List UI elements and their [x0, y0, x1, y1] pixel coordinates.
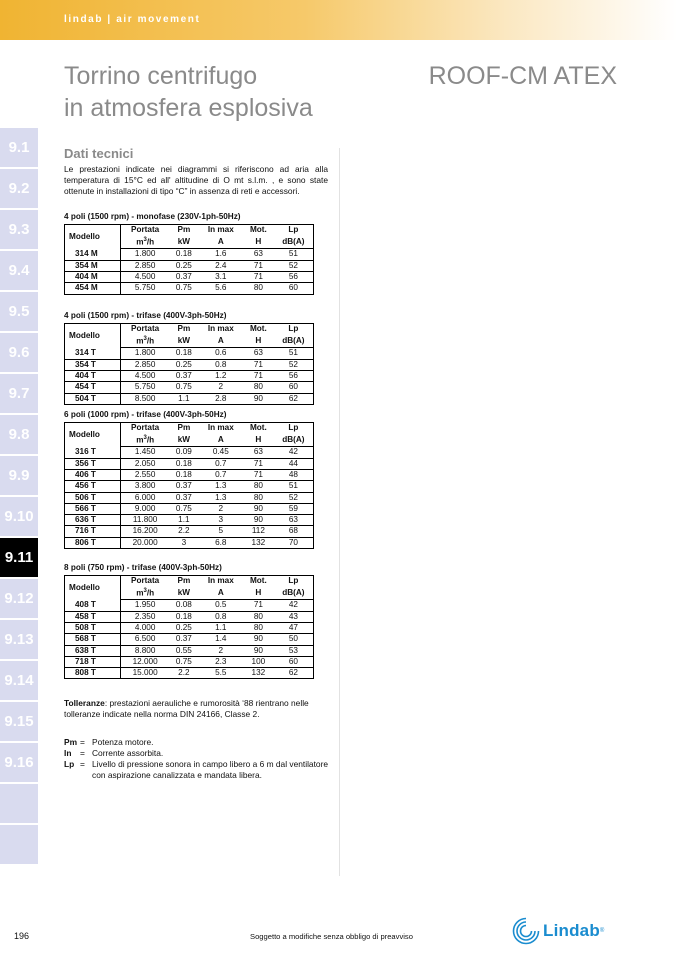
table-row — [65, 526, 314, 537]
value-cell: 2.550 — [121, 469, 169, 480]
header-cell: Pm — [169, 324, 199, 335]
tab-9.11[interactable]: 9.11 — [0, 538, 38, 577]
table-row — [65, 260, 314, 271]
value-cell: 52 — [274, 260, 314, 271]
value-cell: 42 — [274, 600, 314, 611]
value-cell: 2.850 — [121, 359, 169, 370]
legend-key: In — [64, 748, 72, 758]
unit-portata — [121, 586, 169, 600]
value-cell: 3 — [169, 537, 199, 548]
unit-portata-base: m — [136, 436, 144, 446]
value-cell: 0.5 — [199, 600, 243, 611]
value-cell: 2.2 — [169, 526, 199, 537]
model-cell: 504 T — [65, 393, 121, 404]
unit-portata-tail: /h — [146, 238, 155, 248]
tab-blank-16[interactable] — [0, 784, 38, 823]
header-cell: Mot. — [243, 225, 274, 236]
table-row — [65, 393, 314, 404]
value-cell: 0.75 — [169, 283, 199, 294]
table-row — [65, 515, 314, 526]
unit-portata-sup: 3 — [143, 588, 147, 595]
value-cell: 63 — [274, 515, 314, 526]
unit-cell: A — [199, 433, 243, 447]
unit-cell: kW — [169, 235, 199, 249]
model-cell: 458 T — [65, 611, 121, 622]
legend-equals: = — [80, 748, 85, 758]
value-cell: 62 — [274, 668, 314, 679]
tab-9.9[interactable]: 9.9 — [0, 456, 38, 495]
table-row — [65, 668, 314, 679]
table-row — [65, 249, 314, 260]
value-cell: 6.000 — [121, 492, 169, 503]
value-cell: 15.000 — [121, 668, 169, 679]
value-cell: 71 — [243, 458, 274, 469]
table-caption: 6 poli (1000 rpm) - trifase (400V-3ph-50Hz) — [64, 410, 227, 419]
unit-cell: dB(A) — [274, 334, 314, 348]
page-title-line2: in atmosfera esplosiva — [64, 94, 313, 122]
header-cell: Pm — [169, 423, 199, 434]
table-row — [65, 537, 314, 548]
page-title-line1: Torrino centrifugo — [64, 62, 258, 90]
value-cell: 0.09 — [169, 447, 199, 458]
model-cell: 566 T — [65, 503, 121, 514]
value-cell: 60 — [274, 382, 314, 393]
tolerances-note — [64, 698, 332, 720]
value-cell: 1.1 — [169, 515, 199, 526]
spec-table-block — [64, 410, 314, 549]
model-cell: 404 T — [65, 370, 121, 381]
lindab-swirl-icon — [512, 917, 540, 945]
unit-portata-sup: 3 — [143, 336, 147, 343]
legend-item — [64, 737, 336, 748]
table-header-row — [65, 324, 314, 335]
value-cell: 80 — [243, 481, 274, 492]
value-cell: 71 — [243, 271, 274, 282]
legend-value: Potenza motore. — [92, 737, 154, 747]
tab-9.15[interactable]: 9.15 — [0, 702, 38, 741]
value-cell: 3.1 — [199, 271, 243, 282]
tolerances-text: : prestazioni aerauliche e rumorosità ‘88 rientrano nelle tolleranze indicate nella norma DIN 24166, Classe 2. — [64, 698, 309, 719]
unit-cell: H — [243, 433, 274, 447]
spec-table-block — [64, 311, 314, 405]
value-cell: 2 — [199, 382, 243, 393]
header-cell: Lp — [274, 423, 314, 434]
value-cell: 0.18 — [169, 611, 199, 622]
value-cell: 2 — [199, 503, 243, 514]
legend-key: Pm — [64, 737, 78, 747]
tolerances-label: Tolleranze — [64, 698, 105, 708]
value-cell: 0.8 — [199, 359, 243, 370]
header-cell: Pm — [169, 576, 199, 587]
value-cell: 71 — [243, 370, 274, 381]
unit-cell: dB(A) — [274, 235, 314, 249]
value-cell: 3 — [199, 515, 243, 526]
legend — [64, 737, 336, 781]
table-row — [65, 600, 314, 611]
header-modello: Modello — [65, 423, 121, 447]
value-cell: 2.350 — [121, 611, 169, 622]
value-cell: 11.800 — [121, 515, 169, 526]
tab-9.8[interactable]: 9.8 — [0, 415, 38, 454]
unit-portata-sup: 3 — [143, 237, 147, 244]
tab-9.10[interactable]: 9.10 — [0, 497, 38, 536]
value-cell: 44 — [274, 458, 314, 469]
value-cell: 90 — [243, 645, 274, 656]
value-cell: 1.450 — [121, 447, 169, 458]
model-cell: 454 T — [65, 382, 121, 393]
header-cell: In max — [199, 423, 243, 434]
value-cell: 0.37 — [169, 271, 199, 282]
tab-9.7[interactable]: 9.7 — [0, 374, 38, 413]
tab-9.1[interactable]: 9.1 — [0, 128, 38, 167]
header-cell: Lp — [274, 225, 314, 236]
header-cell: In max — [199, 225, 243, 236]
value-cell: 5.750 — [121, 283, 169, 294]
value-cell: 0.25 — [169, 260, 199, 271]
value-cell: 80 — [243, 611, 274, 622]
page-number: 196 — [14, 931, 30, 941]
header-modello: Modello — [65, 225, 121, 249]
unit-cell: H — [243, 235, 274, 249]
value-cell: 60 — [274, 283, 314, 294]
unit-cell: A — [199, 334, 243, 348]
section-title: Dati tecnici — [64, 146, 134, 161]
tab-9.5[interactable]: 9.5 — [0, 292, 38, 331]
value-cell: 63 — [243, 249, 274, 260]
unit-portata-sup: 3 — [143, 435, 147, 442]
unit-cell: kW — [169, 334, 199, 348]
value-cell: 5.750 — [121, 382, 169, 393]
model-cell: 808 T — [65, 668, 121, 679]
value-cell: 2 — [199, 645, 243, 656]
tab-9.13[interactable]: 9.13 — [0, 620, 38, 659]
value-cell: 0.37 — [169, 370, 199, 381]
header-cell: Pm — [169, 225, 199, 236]
value-cell: 62 — [274, 393, 314, 404]
value-cell: 0.55 — [169, 645, 199, 656]
value-cell: 0.08 — [169, 600, 199, 611]
value-cell: 71 — [243, 359, 274, 370]
unit-cell: kW — [169, 586, 199, 600]
value-cell: 68 — [274, 526, 314, 537]
value-cell: 80 — [243, 492, 274, 503]
model-cell: 408 T — [65, 600, 121, 611]
brand-header: lindab | air movement — [64, 14, 201, 25]
table-caption: 4 poli (1500 rpm) - monofase (230V-1ph-50Hz) — [64, 212, 241, 221]
model-cell: 454 M — [65, 283, 121, 294]
value-cell: 1.800 — [121, 249, 169, 260]
legend-item — [64, 748, 336, 759]
table-row — [65, 492, 314, 503]
tab-9.4[interactable]: 9.4 — [0, 251, 38, 290]
tab-9.16[interactable]: 9.16 — [0, 743, 38, 782]
value-cell: 0.75 — [169, 382, 199, 393]
value-cell: 1.950 — [121, 600, 169, 611]
model-cell: 806 T — [65, 537, 121, 548]
value-cell: 0.37 — [169, 492, 199, 503]
value-cell: 2.3 — [199, 656, 243, 667]
header-cell: Lp — [274, 576, 314, 587]
table-row — [65, 283, 314, 294]
value-cell: 63 — [243, 348, 274, 359]
value-cell: 0.18 — [169, 249, 199, 260]
value-cell: 0.45 — [199, 447, 243, 458]
spec-table — [64, 323, 314, 405]
header-cell: In max — [199, 576, 243, 587]
value-cell: 132 — [243, 668, 274, 679]
unit-cell: kW — [169, 433, 199, 447]
value-cell: 60 — [274, 656, 314, 667]
unit-cell: dB(A) — [274, 433, 314, 447]
value-cell: 42 — [274, 447, 314, 458]
value-cell: 112 — [243, 526, 274, 537]
value-cell: 2.2 — [169, 668, 199, 679]
legend-equals: = — [80, 737, 85, 747]
legend-item — [64, 759, 336, 781]
table-row — [65, 503, 314, 514]
value-cell: 52 — [274, 359, 314, 370]
unit-cell: A — [199, 235, 243, 249]
column-divider — [339, 148, 340, 876]
unit-cell: H — [243, 586, 274, 600]
model-cell: 568 T — [65, 634, 121, 645]
model-cell: 456 T — [65, 481, 121, 492]
value-cell: 20.000 — [121, 537, 169, 548]
value-cell: 0.18 — [169, 348, 199, 359]
value-cell: 70 — [274, 537, 314, 548]
table-header-row — [65, 576, 314, 587]
spec-table-block — [64, 563, 314, 679]
header-cell: Mot. — [243, 423, 274, 434]
table-row — [65, 382, 314, 393]
value-cell: 71 — [243, 260, 274, 271]
value-cell: 8.500 — [121, 393, 169, 404]
model-cell: 508 T — [65, 622, 121, 633]
table-row — [65, 481, 314, 492]
model-cell: 356 T — [65, 458, 121, 469]
table-row — [65, 469, 314, 480]
table-row — [65, 271, 314, 282]
tab-9.2[interactable]: 9.2 — [0, 169, 38, 208]
value-cell: 1.1 — [169, 393, 199, 404]
value-cell: 1.4 — [199, 634, 243, 645]
value-cell: 2.4 — [199, 260, 243, 271]
value-cell: 51 — [274, 481, 314, 492]
value-cell: 9.000 — [121, 503, 169, 514]
table-row — [65, 458, 314, 469]
model-cell: 354 M — [65, 260, 121, 271]
unit-portata-tail: /h — [146, 337, 155, 347]
value-cell: 4.500 — [121, 370, 169, 381]
value-cell: 0.7 — [199, 469, 243, 480]
footer-note: Soggetto a modifiche senza obbligo di preavviso — [250, 932, 413, 941]
value-cell: 47 — [274, 622, 314, 633]
model-cell: 316 T — [65, 447, 121, 458]
model-cell: 506 T — [65, 492, 121, 503]
unit-cell: A — [199, 586, 243, 600]
header-cell: Portata — [121, 576, 169, 587]
value-cell: 2.850 — [121, 260, 169, 271]
tab-9.14[interactable]: 9.14 — [0, 661, 38, 700]
lindab-logo — [512, 917, 604, 945]
spec-table — [64, 422, 314, 549]
value-cell: 1.1 — [199, 622, 243, 633]
model-cell: 638 T — [65, 645, 121, 656]
value-cell: 0.18 — [169, 469, 199, 480]
tab-9.6[interactable]: 9.6 — [0, 333, 38, 372]
table-row — [65, 348, 314, 359]
unit-portata-base: m — [136, 589, 144, 599]
value-cell: 6.500 — [121, 634, 169, 645]
model-cell: 406 T — [65, 469, 121, 480]
value-cell: 48 — [274, 469, 314, 480]
spec-table — [64, 575, 314, 679]
value-cell: 0.6 — [199, 348, 243, 359]
tab-9.12[interactable]: 9.12 — [0, 579, 38, 618]
value-cell: 4.500 — [121, 271, 169, 282]
value-cell: 4.000 — [121, 622, 169, 633]
table-row — [65, 359, 314, 370]
unit-portata — [121, 334, 169, 348]
model-cell: 354 T — [65, 359, 121, 370]
legend-equals: = — [80, 759, 85, 769]
header-cell: Mot. — [243, 576, 274, 587]
value-cell: 90 — [243, 503, 274, 514]
table-caption: 8 poli (750 rpm) - trifase (400V-3ph-50Hz) — [64, 563, 222, 572]
value-cell: 51 — [274, 348, 314, 359]
table-header-row — [65, 225, 314, 236]
value-cell: 80 — [243, 382, 274, 393]
value-cell: 5 — [199, 526, 243, 537]
model-cell: 314 M — [65, 249, 121, 260]
tab-blank-17[interactable] — [0, 825, 38, 864]
value-cell: 43 — [274, 611, 314, 622]
product-code: ROOF-CM ATEX — [428, 62, 617, 90]
value-cell: 51 — [274, 249, 314, 260]
tab-9.3[interactable]: 9.3 — [0, 210, 38, 249]
logo-text: Lindab — [543, 921, 600, 940]
header-modello: Modello — [65, 324, 121, 348]
legend-value: Corrente assorbita. — [92, 748, 164, 758]
page-title — [64, 60, 313, 124]
value-cell: 1.800 — [121, 348, 169, 359]
value-cell: 52 — [274, 492, 314, 503]
header-cell: Portata — [121, 324, 169, 335]
value-cell: 0.7 — [199, 458, 243, 469]
value-cell: 3.800 — [121, 481, 169, 492]
value-cell: 6.8 — [199, 537, 243, 548]
logo-registered: ® — [599, 928, 605, 934]
value-cell: 71 — [243, 600, 274, 611]
value-cell: 53 — [274, 645, 314, 656]
value-cell: 71 — [243, 469, 274, 480]
value-cell: 56 — [274, 370, 314, 381]
value-cell: 0.18 — [169, 458, 199, 469]
value-cell: 1.3 — [199, 481, 243, 492]
unit-portata — [121, 235, 169, 249]
top-banner — [0, 0, 677, 40]
unit-cell: dB(A) — [274, 586, 314, 600]
section-tabs — [0, 128, 38, 866]
value-cell: 90 — [243, 634, 274, 645]
value-cell: 80 — [243, 622, 274, 633]
header-cell: In max — [199, 324, 243, 335]
spec-table-block — [64, 212, 314, 295]
spec-table — [64, 224, 314, 295]
value-cell: 56 — [274, 271, 314, 282]
value-cell: 1.3 — [199, 492, 243, 503]
value-cell: 0.75 — [169, 503, 199, 514]
table-row — [65, 447, 314, 458]
value-cell: 1.6 — [199, 249, 243, 260]
value-cell: 5.6 — [199, 283, 243, 294]
table-header-row — [65, 423, 314, 434]
model-cell: 718 T — [65, 656, 121, 667]
value-cell: 1.2 — [199, 370, 243, 381]
value-cell: 12.000 — [121, 656, 169, 667]
table-row — [65, 634, 314, 645]
table-row — [65, 645, 314, 656]
value-cell: 2.050 — [121, 458, 169, 469]
header-modello: Modello — [65, 576, 121, 600]
header-cell: Mot. — [243, 324, 274, 335]
value-cell: 0.75 — [169, 656, 199, 667]
table-row — [65, 370, 314, 381]
unit-portata-tail: /h — [146, 589, 155, 599]
value-cell: 16.200 — [121, 526, 169, 537]
unit-portata-base: m — [136, 337, 144, 347]
unit-portata — [121, 433, 169, 447]
table-row — [65, 611, 314, 622]
unit-cell: H — [243, 334, 274, 348]
value-cell: 90 — [243, 393, 274, 404]
value-cell: 50 — [274, 634, 314, 645]
header-cell: Portata — [121, 225, 169, 236]
legend-key: Lp — [64, 759, 75, 769]
value-cell: 5.5 — [199, 668, 243, 679]
intro-paragraph: Le prestazioni indicate nei diagrammi si riferiscono ad aria alla temperatura di 15°C ed all' altitudine di O mt s.l.m. , e sono state ottenute in installazioni di tipo “C” in assenza di reti e accessori. — [64, 164, 328, 196]
value-cell: 100 — [243, 656, 274, 667]
value-cell: 80 — [243, 283, 274, 294]
value-cell: 63 — [243, 447, 274, 458]
model-cell: 404 M — [65, 271, 121, 282]
model-cell: 314 T — [65, 348, 121, 359]
value-cell: 0.8 — [199, 611, 243, 622]
value-cell: 0.37 — [169, 481, 199, 492]
model-cell: 636 T — [65, 515, 121, 526]
model-cell: 716 T — [65, 526, 121, 537]
table-row — [65, 622, 314, 633]
value-cell: 0.37 — [169, 634, 199, 645]
value-cell: 132 — [243, 537, 274, 548]
header-cell: Lp — [274, 324, 314, 335]
value-cell: 0.25 — [169, 622, 199, 633]
table-caption: 4 poli (1500 rpm) - trifase (400V-3ph-50Hz) — [64, 311, 227, 320]
legend-value: Livello di pressione sonora in campo libero a 6 m dal ventilatore con aspirazione canalizzata e mandata libera. — [92, 759, 329, 780]
value-cell: 0.25 — [169, 359, 199, 370]
unit-portata-base: m — [136, 238, 144, 248]
header-cell: Portata — [121, 423, 169, 434]
table-row — [65, 656, 314, 667]
value-cell: 59 — [274, 503, 314, 514]
value-cell: 90 — [243, 515, 274, 526]
value-cell: 2.8 — [199, 393, 243, 404]
value-cell: 8.800 — [121, 645, 169, 656]
unit-portata-tail: /h — [146, 436, 155, 446]
